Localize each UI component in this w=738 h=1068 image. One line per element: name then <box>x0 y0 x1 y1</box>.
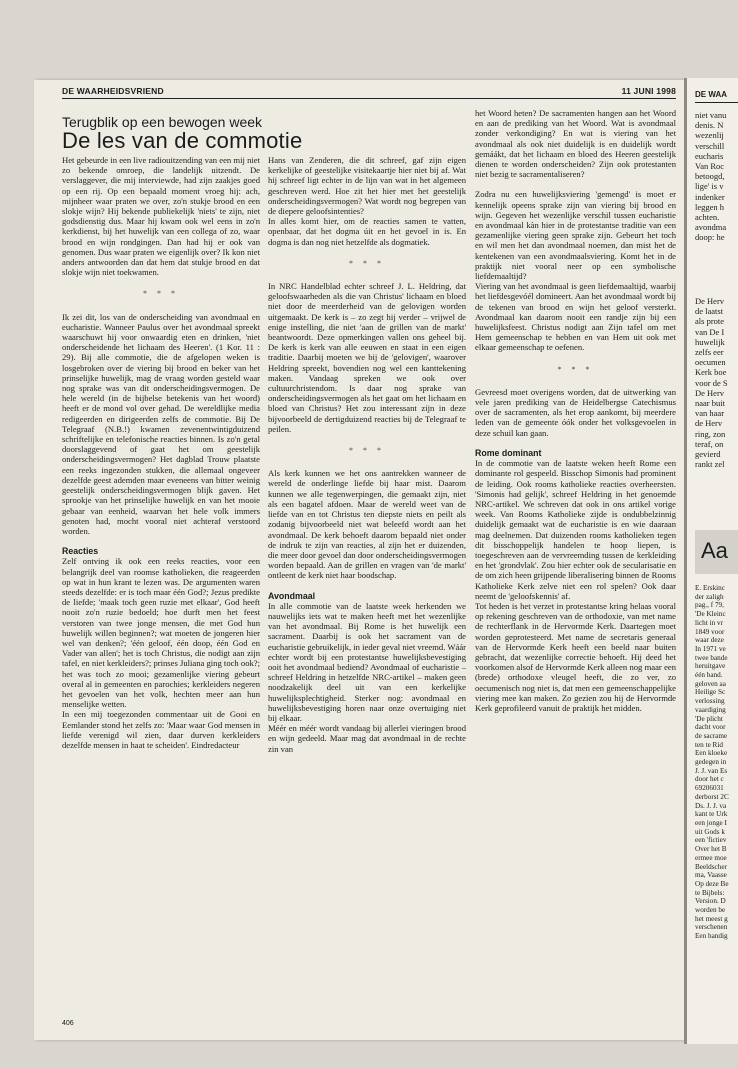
header-rule <box>62 98 676 99</box>
column-3 <box>475 108 676 713</box>
issue-date: 11 JUNI 1998 <box>621 86 676 96</box>
column-1 <box>62 155 260 750</box>
text-line: pag., f 79, <box>695 601 724 610</box>
text-line: Een handig <box>695 932 728 941</box>
text-line: door het c <box>695 775 724 784</box>
section-separator: * * * <box>557 364 594 374</box>
left-page <box>34 80 684 1040</box>
paragraph: Hans van Zenderen, die dit schreef, gaf zijn eigen kerkelijke of geestelijke visitekaartje hier niet bij af. Wat hij schreef ligt echter in de lijn van wat in het algemeen geschreven werd. Hoe zit het hier met het geestelijk onderscheidingsvermogen? Wat wordt nog begrepen van de diepere geloofsintenties? <box>268 155 466 217</box>
right-page-section-box <box>695 530 738 574</box>
text-line: de sacrame <box>695 731 728 740</box>
text-line: twee bande <box>695 653 728 662</box>
text-line: de laatst <box>695 306 724 317</box>
text-line: Een kloeke <box>695 749 728 758</box>
text-line: teraf, on <box>695 438 724 449</box>
subheading-reacties: Reacties <box>62 546 99 557</box>
text-line: het meest g <box>695 914 728 923</box>
section-separator: * * * <box>349 258 385 268</box>
text-line: Version. D <box>695 897 726 906</box>
text-line: 69206031 <box>695 784 724 793</box>
text-line: rankt zel <box>695 459 725 470</box>
paragraph: In NRC Handelblad echter schreef J. L. Heldring, dat geloofswaarheden als die van Christus' lichaam en bloed niet door de meerderheid van de gelovigen worden uitgemaakt. De kerk is – zo zegt hij verder – vrijwel de enige instelling, die niet 'aan de grillen van de markt' beantwoordt. Deze opmerkingen vallen ons geheel bij. De kerk is kerk van alle eeuwen en staat in een eigen traditie. Daarbij moeten we bij de 'gelovigen', waarover Heldring spreekt, bovendien nog wel een kanttekening maken. Vandaag spreken we ook over cultuurchristendom. Is daar nog sprake van onderscheidingsvermogen als het gaat om het lichaam en bloed van Christus? Het zou interessant zijn in deze bijvoorbeeld de dertigduizend reacties bij de Telegraaf te peilen. <box>268 281 466 434</box>
column-2 <box>268 155 466 754</box>
paragraph: Het gebeurde in een live radiouitzending van een mij niet zo bekende omroep, die landelijk uitzendt. De verslaggever, die mij interviewde, had zijn zaakjes goed op een rij. Op een bepaald moment vroeg hij: ach, mijnheer waar praten we over, zo'n stukje brood en een slokje wijn? Hij bekende publiekelijk 'niets' te zijn, niet godsdienstig dus. Maar hij kwam ook wel eens in zo'n kerkdienst, bij het huwelijk van een collega of zo, waar brood en wijn rondgingen. Dan had hij er ook van genomen. Dus waar praten we eigenlijk over? Ik kon niet anders antwoorden dan dat hem dat stukje brood en dat slokje wijn niet toekwamen. <box>62 155 260 278</box>
text-line: waar deze <box>695 636 724 645</box>
text-line: naar buit <box>695 398 725 409</box>
text-line: van De I <box>695 326 725 337</box>
paragraph: het Woord heten? De sacramenten hangen aan het Woord en aan de prediking van het Woord. Wat is avondmaal zonder verkondiging? En wat is viering van het avondmaal als ook niet duidelijk is en duidelijk wordt gemáákt, dat het lichaam en bloed des Heeren geestelijk dienen te worden onderscheiden? Zijn ook protestanten niet bezig te sacramentaliseren? <box>475 108 676 180</box>
text-line: van haar <box>695 408 725 419</box>
text-line: zelfs eer <box>695 347 724 358</box>
text-line: doop: he <box>695 232 725 243</box>
text-line: E. Erskinc <box>695 584 725 592</box>
text-line: 'De Kleinc <box>695 610 726 619</box>
text-line: als prote <box>695 316 725 327</box>
text-line: heruitgave <box>695 662 726 671</box>
text-line: de Herv <box>695 418 723 429</box>
right-page-text-small <box>695 584 738 941</box>
text-line: ring, zon <box>695 428 726 439</box>
text-line: een 'fictiev <box>695 836 727 845</box>
text-line: geloven aa <box>695 679 726 688</box>
text-line: één band. <box>695 671 723 680</box>
text-line: lige' is v <box>695 181 724 192</box>
text-line: Kerk boe <box>695 367 727 378</box>
right-header-rule <box>695 102 738 103</box>
paragraph: Tot heden is het verzet in protestantse kring helaas vooral op rekening geschreven van de orthodoxie, van met name de rechterflank in de Hervormde Kerk. Daartegen moet worden geprotesteerd. Met name de secretaris generaal van de Hervormde Kerk heeft een beeld naar buiten gebracht, dat wezenlijke correctie behoeft. Hij deed het voorkomen alsof de Hervormde Kerk alleen nog maar een (brede) orthodoxe vleugel heeft, die zo ver, zo oecumenisch nog niet is, dat men een gemeenschappelijke viering mee kan maken. Zo gezien zou hij de Hervormde Kerk geprofileerd vanuit de praktijk het midden. <box>475 600 676 713</box>
text-line: In 1971 ve <box>695 644 726 653</box>
text-line: eucharis <box>695 150 724 161</box>
paragraph: Ik zei dit, los van de onderscheiding van avondmaal en eucharistie. Wanneer Paulus over het avondmaal spreekt waarschuwt hij voor onwaardig eten en drinken, 'niet onderscheidende het lichaam des Heeren'. (1 Kor. 11 : 29). Bij alle commotie, die de afgelopen weken is losgebroken over de viering bij brood en beker van het prinselijke huwelijk, mag de vraag worden gesteld waar nog sprake was van dit onderscheidingsvermogen. De hele wereld (in de bijbelse betekenis van het woord) heeft er de mond vol over gehad. De wereldlijke media redigeerden en dirigeerden zelfs de commotie. Bij De Telegraaf (N.B.!) kwamen zevenentwintigduizend schriftelijke en telefonische reacties binnen. Is zo'n getal doorslaggevend of gaat het om geestelijk onderscheidingsvermogen? Het dagblad Trouw plaatste een reeks ingezonden stukken, die allemaal ongeveer dezelfde geest ademden maar eveneens van bitter weinig geestelijk onderscheidingsvermogen blijk gaven. Het sprookje van het prinselijke huwelijk en van het mooie gebaar van eenheid, waarvan het hele volk immers genoten had, mocht vooral niet achteraf verstoord worden. <box>62 311 260 536</box>
right-page-text-top <box>695 110 738 243</box>
subheading-avondmaal: Avondmaal <box>268 590 316 601</box>
paragraph: In alles komt hier, om de reacties samen te vatten, openbaar, dat het dogma úit en het gevoel in is. En dogma is dan nog niet hetzelfde als dogmatiek. <box>268 216 466 247</box>
running-header <box>62 86 676 98</box>
text-line: Van Roc <box>695 161 725 172</box>
text-line: wezenlij <box>695 130 724 141</box>
paragraph: Viering van het avondmaal is geen liefdemaaltijd, waarbij het liefdesgevóél domineert. Aan het avondmaal wordt bij de tekenen van brood en wijn het geloof versterkt. Avondmaal kan daarom nooit een randje zijn bij een huwelijksfeest. Christus nodigt aan Zijn tafel om met Hem gemeenschap te hebben en van Hem uit ook met elkaar gemeenschap te oefenen. <box>475 281 676 353</box>
text-line: derborst 2C <box>695 792 729 801</box>
article-title: De les van de commotie <box>62 128 303 153</box>
paragraph: In de commotie van de laatste weken heeft Rome een dominante rol gespeeld. Bisschop Simonis had prominent de leiding. Ook rooms katholieke reacties overheersten. 'Simonis had gelijk', schreef Heldring in het genoemde NRC-artikel. We schreven dat ook in ons artikel vorige week. Van Rooms Katholieke zijde is ondubbelzinnig duidelijk gemaakt wat de eucharistie is en wie daaraan mag deelnemen. Dat duizenden rooms katholieken tegen dit bisschoppelijk handelen te hoop liepen, is toegeschreven aan de vervreemding tussen de kerkleiding en het 'grondvlak'. Zou hier echter ook de secularisatie en de om zich heen grijpende liberalisering binnen de Rooms Katholieke Kerk zelve niet een rol spelen? Ook daar neemt de 'geloofskennis' af. <box>475 458 676 601</box>
text-line: gedegen in <box>695 758 727 767</box>
text-line: oecumen <box>695 357 726 368</box>
text-line: gevierd <box>695 449 721 460</box>
text-line: ermee moe <box>695 853 727 862</box>
section-separator: * * * <box>143 289 179 299</box>
paragraph: In alle commotie van de laatste week herkenden we nauwelijks iets wat te maken heeft met het wezenlijke van het avondmaal. Bij Rome is het huwelijk een sacrament. Daarbij is ook het sacrament van de eucharistie gebruikelijk, in ieder geval niet vreemd. Wáár echter wordt bij een protestantse huwelijksbevestiging ooit het avondmaal bediend? Avondmaal of eucharistie – schreef Heldring in hetzelfde NRC-artikel – maken geen noodzakelijk deel uit van een kerkelijke huwelijksplechtigheid. Sterker nog: avondmaal en huwelijksbevestiging horen naar onze overtuiging niet bij elkaar. <box>268 600 466 723</box>
right-page-text-middle <box>695 296 738 469</box>
text-line: ma, Vaasse <box>695 871 727 880</box>
text-line: De Herv <box>695 387 725 398</box>
text-line: huwelijk <box>695 336 725 347</box>
box-label: Aa <box>701 538 728 563</box>
text-line: voor de S <box>695 377 728 388</box>
paragraph: Zodra nu een huwelijksviering 'gemengd' is moet er kennelijk opeens sprake zijn van viering bij brood en wijn. Gegeven het wezenlijke verschil tussen eucharistie en avondmaal kàn hier in de protestantse traditie van een gezamenlijke viering geen sprake zijn. Gebeurt het toch en wil men het dan avondmaal noemen, dan mist het de kentekenen van een avondmaalsviering. Komt het in de praktijk niet vooral neer op een symbolische liefdemaaltijd? <box>475 189 676 282</box>
text-line: achten. <box>695 212 720 223</box>
text-line: kant te Urk <box>695 810 728 819</box>
article-kicker: Terugblik op een bewogen week <box>62 114 263 130</box>
text-line: Beeldscher <box>695 862 727 871</box>
section-separator: * * * <box>349 446 385 456</box>
right-page-header: DE WAA <box>695 90 727 99</box>
text-line: J. J. van Es <box>695 766 728 775</box>
text-line: een jonge I <box>695 818 727 827</box>
text-line: licht in vr <box>695 618 723 627</box>
paragraph: Als kerk kunnen we het ons aantrekken wanneer de wereld de onderlinge liefde bij haar mist. Daarom kunnen we alle tegenwerpingen, die gemaakt zijn, niet als een bagatel afdoen. Maar de wereld weet van de liefde van en tot Christus ten diepste niets en peilt als zodanig bijvoorbeeld niet wat beleefd wordt aan het avondmaal. De kerk behoeft daarom bepaald niet onder de indruk te zijn van reacties, al zijn het er duizenden, die meer door gevoel dan door onderscheidingsvermogen worden bepaald. Aan de grillen en vragen van 'de markt' ontleent de kerk niet haar boodschap. <box>268 468 466 581</box>
text-line: verschenen <box>695 923 728 932</box>
paragraph: Zelf ontving ik ook een reeks reacties, voor een belangrijk deel van roomse katholieken, die reageerden op wat in hun krant te lezen was. De argumenten waren steeds dezelfde: er is toch maar één God?; Jezus predikte de liefde; 'maak toch geen ruzie met elkaar', God heeft nooit zo'n ruzie bedoeld; hoe durft men het feest verstoren van twee jonge mensen, die met God hun huwelijk willen beginnen?; wat moeten de jongeren hier wel van denken?; 'één geloof, één doop, één God en Vader van allen'; het is toch Christus, die nodigt aan zijn tafel, en niet kerkleiders?; prinses Juliana ging toch ook?; het was toch zo mooi; gezamenlijke viering gebeurt overal al in gemeenten en parochies; kerkleiders negeren het gevoelen van het volk, hechten meer aan hun menselijke wetten. <box>62 556 260 710</box>
text-line: dacht voor <box>695 723 726 732</box>
text-line: 1849 voor <box>695 627 725 636</box>
page-number: 406 <box>62 1020 74 1027</box>
text-line: verlossing <box>695 697 725 706</box>
text-line: ten te Rid <box>695 740 723 749</box>
text-line: uit Gods k <box>695 827 725 836</box>
text-line: 'De plicht <box>695 714 723 723</box>
text-line: indenker <box>695 191 725 202</box>
text-line: leggen h <box>695 201 725 212</box>
paragraph: In een mij toegezonden commentaar uit de Gooi en Eemlander stond het zelfs zo: 'Maar waar God mensen in liefde verenigd wil zien, daar durven kerkleiders dezelfde mensen in haat te scheiden'. Eindredacteur <box>62 709 260 750</box>
text-line: niet vanu <box>695 110 727 120</box>
text-line: vaardiging <box>695 705 726 714</box>
text-line: betoogd, <box>695 171 725 182</box>
text-line: worden be <box>695 906 726 915</box>
text-line: Heilige Sc <box>695 688 726 697</box>
paragraph: Gevreesd moet overigens worden, dat de uitwerking van vele jaren prediking van de Heidelbergse Catechismus over de sacramenten, als het erop aankomt, bij meerdere leden van de gemeente óók onder het volksgevoelen in deze schuil kan gaan. <box>475 386 676 438</box>
subheading-rome-dominant: Rome dominant <box>475 447 542 458</box>
text-line: avondma <box>695 222 727 233</box>
text-line: Ds. J. J. va <box>695 801 727 810</box>
text-line: De Herv <box>695 296 725 306</box>
text-line: Op deze Be <box>695 879 729 888</box>
text-line: te Bijbels: <box>695 888 725 897</box>
text-line: der zaligh <box>695 592 724 601</box>
text-line: verschill <box>695 140 725 151</box>
right-page-edge <box>684 78 738 1044</box>
text-line: Over het B <box>695 845 727 854</box>
paragraph: Méér en méér wordt vandaag bij allerlei vieringen brood en wijn gedeeld. Maar mag dat avondmaal in de rechte zin van <box>268 723 466 754</box>
text-line: denis. N <box>695 120 724 131</box>
publication-name: DE WAARHEIDSVRIEND <box>62 86 164 96</box>
